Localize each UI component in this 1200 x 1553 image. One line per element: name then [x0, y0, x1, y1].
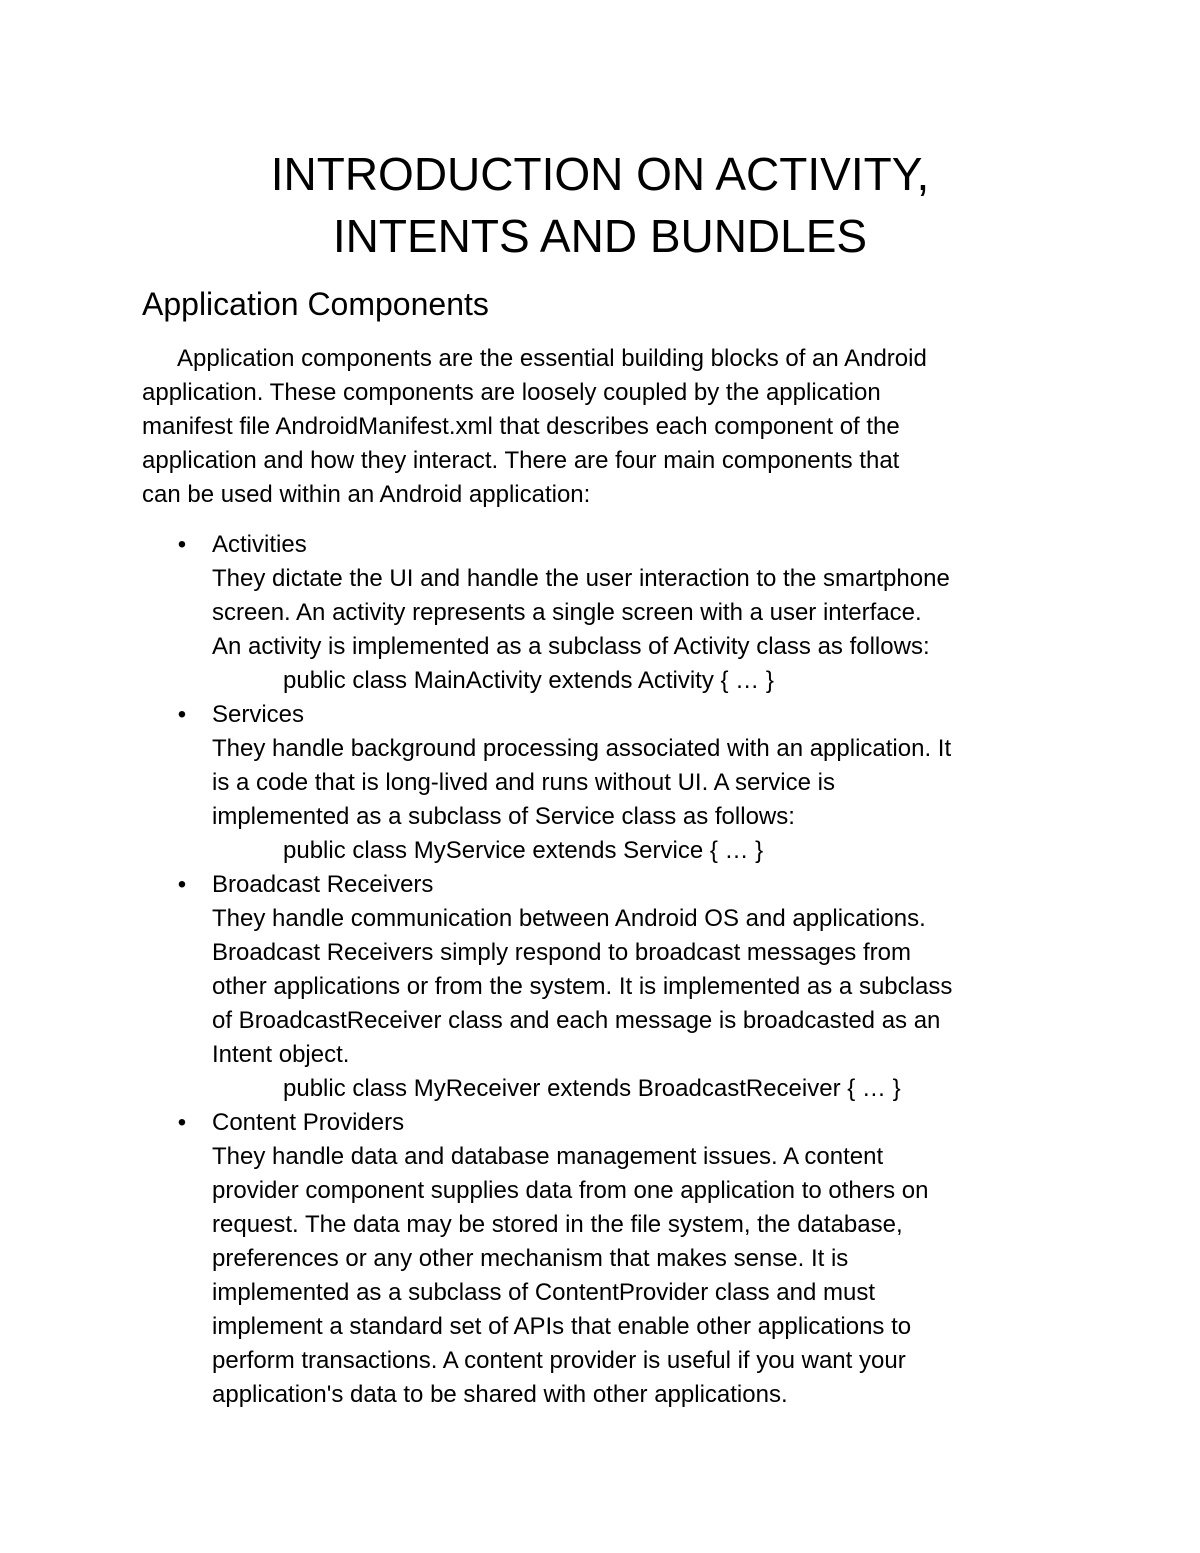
component-description-line: implemented as a subclass of Service class as follows: — [212, 803, 795, 830]
component-description-line: They handle data and database management issues. A content — [212, 1143, 884, 1170]
component-name: Content Providers — [212, 1109, 405, 1136]
component-description-line: screen. An activity represents a single screen with a user interface. — [212, 599, 922, 626]
component-name: Activities — [212, 531, 307, 558]
component-description-line: perform transactions. A content provider is useful if you want your — [212, 1347, 906, 1374]
component-name: Services — [212, 701, 305, 728]
component-description-line: is a code that is long-lived and runs without UI. A service is — [212, 769, 835, 796]
component-description-line: They handle communication between Android OS and applications. — [212, 905, 926, 932]
code-snippet: public class MyService extends Service { … } — [283, 837, 764, 864]
bullet-icon: • — [177, 531, 187, 558]
components-list — [0, 528, 1200, 1412]
title-line-1: INTRODUCTION ON ACTIVITY, — [270, 148, 930, 200]
bullet-icon: • — [177, 701, 187, 728]
component-broadcast-receivers — [0, 868, 1200, 1106]
code-snippet: public class MyReceiver extends BroadcastReceiver { … } — [283, 1075, 901, 1102]
section-heading: Application Components — [142, 286, 489, 322]
intro-line: application. These components are loosely coupled by the application — [142, 379, 881, 406]
code-snippet: public class MainActivity extends Activity { … } — [283, 667, 774, 694]
component-description-line: preferences or any other mechanism that makes sense. It is — [212, 1245, 849, 1272]
component-description-line: of BroadcastReceiver class and each message is broadcasted as an — [212, 1007, 941, 1034]
component-description-line: implement a standard set of APIs that enable other applications to — [212, 1313, 912, 1340]
component-description-line: An activity is implemented as a subclass of Activity class as follows: — [212, 633, 930, 660]
component-services — [0, 698, 1200, 868]
title-line-2: INTENTS AND BUNDLES — [332, 210, 868, 262]
bullet-icon: • — [177, 871, 187, 898]
component-content-providers — [0, 1106, 1200, 1412]
component-description-line: implemented as a subclass of ContentProvider class and must — [212, 1279, 875, 1306]
component-description-line: Intent object. — [212, 1041, 350, 1068]
intro-line: manifest file AndroidManifest.xml that describes each component of the — [142, 413, 900, 440]
component-description-line: provider component supplies data from one application to others on — [212, 1177, 929, 1204]
component-activities — [0, 528, 1200, 698]
component-description-line: They dictate the UI and handle the user interaction to the smartphone — [212, 565, 950, 592]
intro-line: Application components are the essential building blocks of an Android — [177, 345, 927, 372]
intro-line: application and how they interact. There are four main components that — [142, 447, 900, 474]
bullet-icon: • — [177, 1109, 187, 1136]
component-description-line: other applications or from the system. It is implemented as a subclass — [212, 973, 953, 1000]
component-description-line: request. The data may be stored in the file system, the database, — [212, 1211, 903, 1238]
document-title — [0, 143, 1200, 267]
component-description-line: They handle background processing associated with an application. It — [212, 735, 952, 762]
intro-line: can be used within an Android application: — [142, 481, 591, 508]
component-description-line: Broadcast Receivers simply respond to broadcast messages from — [212, 939, 911, 966]
intro-paragraph — [142, 342, 1072, 512]
component-description-line: application's data to be shared with other applications. — [212, 1381, 788, 1408]
component-name: Broadcast Receivers — [212, 871, 434, 898]
